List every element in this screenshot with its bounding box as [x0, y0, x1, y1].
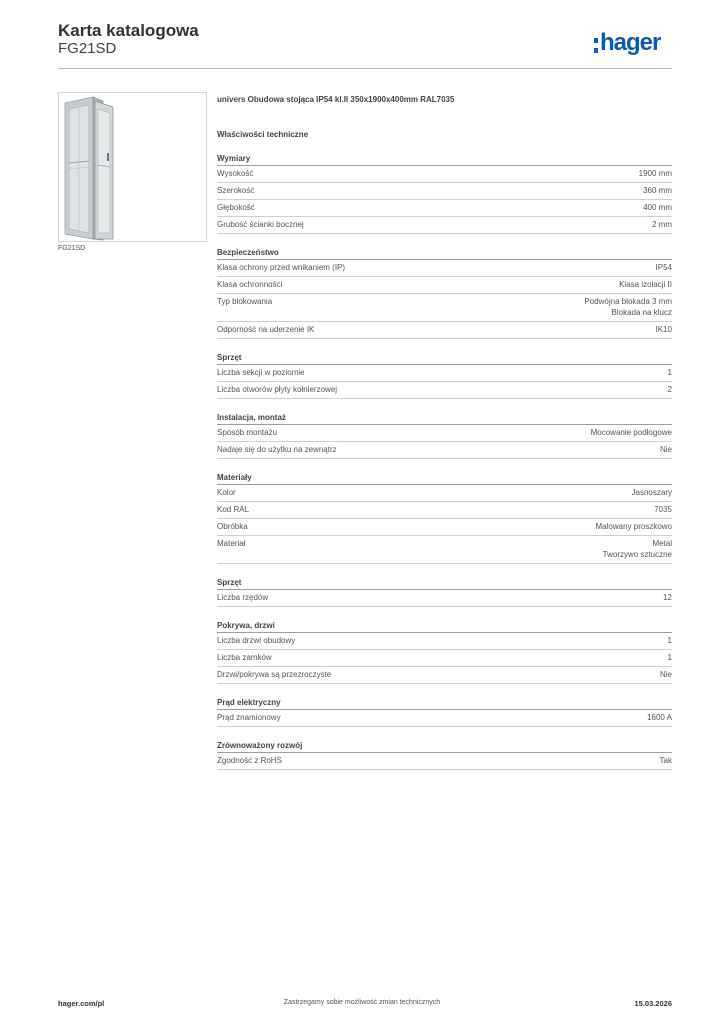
spec-label: Liczba drzwi obudowy	[217, 636, 296, 645]
spec-value-line: Tworzywo sztuczne	[602, 550, 672, 559]
spec-row	[217, 710, 672, 727]
spec-row	[217, 519, 672, 536]
spec-label: Drzwi/pokrywa są przezroczyste	[217, 670, 332, 679]
spec-group	[217, 150, 672, 234]
spec-value-line: Jasnoszary	[631, 488, 672, 497]
spec-value-line: 2	[667, 385, 672, 394]
spec-value-line: IP54	[655, 263, 672, 272]
spec-value-line: 1	[667, 636, 672, 645]
spec-label: Obróbka	[217, 522, 248, 531]
spec-value	[656, 324, 672, 335]
group-heading: Zrównoważony rozwój	[217, 737, 672, 753]
group-heading: Materiały	[217, 469, 672, 485]
image-caption: FG21SD	[58, 245, 86, 252]
spec-row	[217, 753, 672, 770]
spec-value	[663, 592, 672, 603]
spec-group	[217, 244, 672, 339]
group-heading: Bezpieczeństwo	[217, 244, 672, 260]
spec-label: Szerokość	[217, 186, 255, 195]
hager-logo	[594, 28, 660, 58]
spec-row	[217, 200, 672, 217]
spec-value	[632, 487, 672, 498]
spec-value-line: 1	[667, 368, 672, 377]
group-heading: Sprzęt	[217, 349, 672, 365]
spec-group	[217, 694, 672, 727]
spec-row	[217, 442, 672, 459]
spec-row	[217, 502, 672, 519]
spec-label: Grubość ścianki bocznej	[217, 220, 304, 229]
spec-row	[217, 294, 672, 322]
group-heading: Sprzęt	[217, 574, 672, 590]
spec-value-line: Klasa izolacji II	[619, 280, 672, 289]
spec-row	[217, 260, 672, 277]
spec-label: Nadaje się do użytku na zewnątrz	[217, 445, 337, 454]
spec-value-line: 12	[663, 593, 672, 602]
spec-label: Liczba zamków	[217, 653, 272, 662]
spec-value	[660, 444, 672, 455]
group-heading: Prąd elektryczny	[217, 694, 672, 710]
spec-row	[217, 382, 672, 399]
spec-label: Głębokość	[217, 203, 255, 212]
footer-date: 15.03.2026	[634, 999, 672, 1008]
enclosure-cabinet-image	[59, 93, 206, 241]
spec-row	[217, 485, 672, 502]
spec-row	[217, 217, 672, 234]
spec-label: Klasa ochrony przed wnikaniem (IP)	[217, 263, 346, 272]
spec-value-line: 400 mm	[643, 203, 672, 212]
spec-value-line: 1900 mm	[638, 169, 672, 178]
spec-value	[643, 185, 672, 196]
spec-value	[596, 521, 672, 532]
spec-row	[217, 277, 672, 294]
section-heading: Właściwości techniczne	[217, 130, 309, 139]
spec-value-line: 1	[667, 653, 672, 662]
spec-value	[643, 202, 672, 213]
spec-label: Sposób montażu	[217, 428, 278, 437]
spec-value-line: Mocowanie podłogowe	[590, 428, 672, 437]
spec-value-line: Nie	[659, 670, 672, 679]
spec-value	[660, 755, 672, 766]
footer-disclaimer: Zastrzegamy sobie możliwość zmian technicznych	[283, 999, 441, 1006]
spec-value-line: IK10	[655, 325, 672, 334]
group-heading: Pokrywa, drzwi	[217, 617, 672, 633]
spec-label: Materiał	[217, 539, 246, 548]
group-heading: Wymiary	[217, 150, 672, 166]
spec-label: Typ blokowania	[217, 297, 273, 306]
spec-value-line: Nie	[659, 445, 672, 454]
spec-label: Liczba rzędów	[217, 593, 269, 602]
spec-value-line: 1600 A	[647, 713, 672, 722]
spec-group	[217, 737, 672, 770]
spec-value-line: Podwójna blokada 3 mm	[584, 297, 672, 306]
product-image	[58, 92, 207, 242]
spec-value-line: Blokada na klucz	[611, 308, 672, 317]
spec-row	[217, 590, 672, 607]
spec-value-line: Metal	[652, 539, 672, 548]
spec-value-line: Malowany proszkowo	[595, 522, 672, 531]
product-code: FG21SD	[58, 40, 117, 57]
footer-website: hager.com/pl	[58, 999, 105, 1008]
spec-label: Prąd znamionowy	[217, 713, 281, 722]
spec-value-line: 7035	[654, 505, 672, 514]
header-divider	[58, 68, 672, 69]
spec-groups	[217, 150, 672, 770]
spec-value	[591, 427, 672, 438]
logo-text: hager	[600, 29, 661, 56]
spec-value	[668, 384, 672, 395]
spec-label: Kolor	[217, 488, 236, 497]
spec-row	[217, 650, 672, 667]
spec-row	[217, 536, 672, 564]
spec-value	[584, 296, 672, 318]
spec-value-line: 360 mm	[643, 186, 672, 195]
spec-value	[668, 367, 672, 378]
spec-row	[217, 166, 672, 183]
spec-value	[654, 504, 672, 515]
spec-group	[217, 574, 672, 607]
logo-mark-icon	[594, 38, 598, 53]
spec-label: Wysokość	[217, 169, 254, 178]
specifications	[217, 95, 672, 780]
spec-value	[647, 712, 672, 723]
spec-value	[603, 538, 672, 560]
spec-row	[217, 425, 672, 442]
spec-group	[217, 469, 672, 564]
spec-value	[619, 279, 672, 290]
spec-row	[217, 667, 672, 684]
group-heading: Instalacja, montaż	[217, 409, 672, 425]
spec-label: Klasa ochronności	[217, 280, 283, 289]
spec-value	[668, 652, 672, 663]
spec-value-line: Tak	[659, 756, 672, 765]
page-title: Karta katalogowa	[58, 21, 199, 40]
spec-group	[217, 409, 672, 459]
spec-label: Zgodność z RoHS	[217, 756, 282, 765]
spec-value	[668, 635, 672, 646]
spec-row	[217, 322, 672, 339]
spec-value	[656, 262, 672, 273]
spec-value	[652, 219, 672, 230]
spec-row	[217, 183, 672, 200]
spec-value	[639, 168, 672, 179]
spec-value-line: 2 mm	[652, 220, 672, 229]
spec-label: Kod RAL	[217, 505, 250, 514]
spec-label: Liczba otworów płyty kołnierzowej	[217, 385, 338, 394]
spec-value	[660, 669, 672, 680]
spec-group	[217, 617, 672, 684]
spec-label: Odporność na uderzenie IK	[217, 325, 315, 334]
spec-group	[217, 349, 672, 399]
product-title: univers Obudowa stojąca IP54 kl.II 350x1900x400mm RAL7035	[217, 95, 455, 104]
spec-row	[217, 633, 672, 650]
spec-row	[217, 365, 672, 382]
spec-label: Liczba sekcji w poziomie	[217, 368, 305, 377]
